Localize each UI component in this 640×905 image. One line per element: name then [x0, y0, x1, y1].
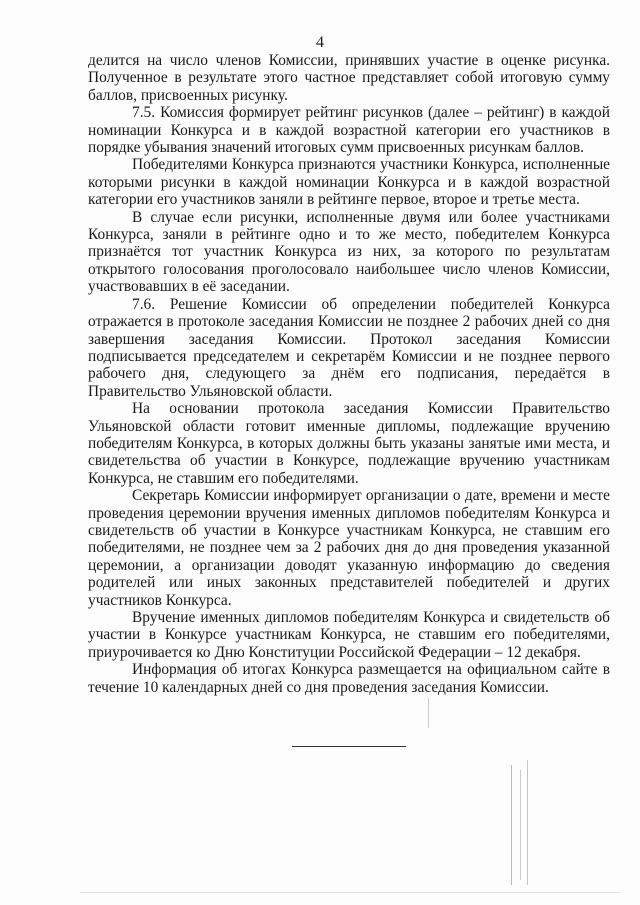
closing-divider-line: [292, 746, 406, 747]
paragraph-winners: Победителями Конкурса признаются участники Конкурса, исполненные которыми рисунки в каждой номинации Конкурса и в каждой возрастной категории его участников заняли в рейтинге первое, второе и третье места.: [88, 156, 610, 209]
paragraph-7-5: 7.5. Комиссия формирует рейтинг рисунков (далее – рейтинг) в каждой номинации Конкурса и в каждой возрастной категории его участников в порядке убывания значений итоговых сумм присвоенных рисункам баллов.: [88, 104, 610, 157]
paragraph-tie-rule: В случае если рисунки, исполненные двумя или более участниками Конкурса, заняли в рейтинге одно и то же место, победителем Конкурса признаётся тот участник Конкурса из них, за которого по результатам открытого голосования проголосовало наибольшее число членов Комиссии, участвовавших в её заседании.: [88, 208, 610, 296]
scan-artifact: [428, 698, 429, 728]
paragraph-ceremony-notice: Секретарь Комиссии информирует организации о дате, времени и месте проведения церемонии вручения именных дипломов победителям Конкурса и свидетельств об участии в Конкурсе участникам Конкурса, не ставшим его победителями, не позднее чем за 2 рабочих дня до дня проведения указанной церемонии, а организации доводят указанную информацию до сведения родителей или иных законных представителей победителей и других участников Конкурса.: [88, 487, 610, 609]
scan-artifact: [527, 760, 528, 885]
scan-artifact: [511, 765, 512, 885]
paragraph-presentation-date: Вручение именных дипломов победителям Конкурса и свидетельств об участии в Конкурсе участникам Конкурса, не ставшим его победителями, приурочивается ко Дню Конституции Российской Федерации – 12 декабря.: [88, 609, 610, 661]
paragraph-continuation: делится на число членов Комиссии, принявших участие в оценке рисунка. Полученное в результате этого частное представляет собой итоговую сумму баллов, присвоенных рисунку.: [88, 52, 610, 104]
page-number: 4: [316, 34, 324, 51]
scan-artifact: [80, 892, 620, 893]
paragraph-7-6: 7.6. Решение Комиссии об определении победителей Конкурса отражается в протоколе заседания Комиссии не позднее 2 рабочих дней со дня завершения заседания Комиссии. Протокол заседания Комиссии подписывается председателем и секретарём Комиссии и не позднее первого рабочего дня, следующего за днём его подписания, передаётся в Правительство Ульяновской области.: [88, 295, 610, 400]
scan-artifact: [520, 770, 521, 880]
paragraph-results-publication: Информация об итогах Конкурса размещается на официальном сайте в течение 10 календарных дней со дня проведения заседания Комиссии.: [88, 661, 610, 696]
document-body: [88, 52, 610, 696]
paragraph-diplomas: На основании протокола заседания Комиссии Правительство Ульяновской области готовит именные дипломы, подлежащие вручению победителям Конкурса, в которых должны быть указаны занятые ими места, и свидетельства об участии в Конкурсе, подлежащие вручению участникам Конкурса, не ставшим его победителями.: [88, 400, 610, 487]
